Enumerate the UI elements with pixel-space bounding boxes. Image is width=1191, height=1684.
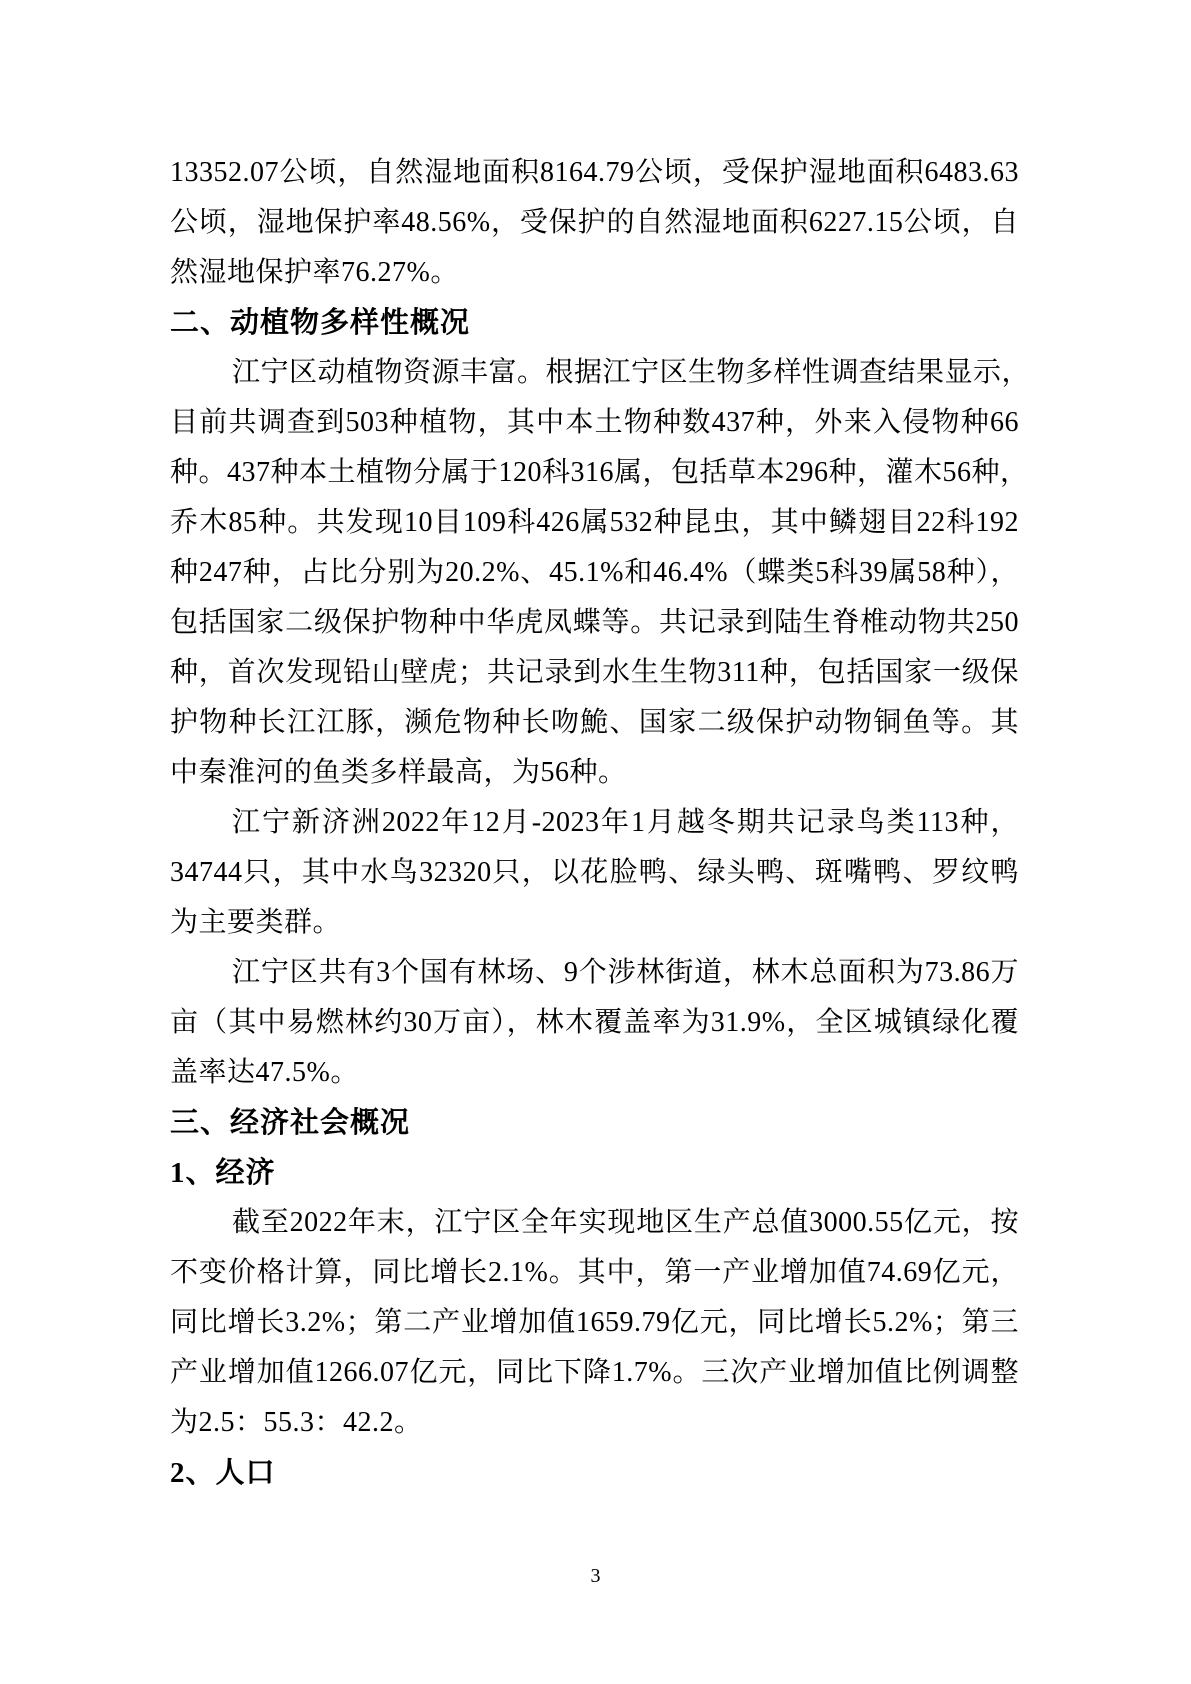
text-line: 中秦淮河的鱼类多样最高，为56种。: [170, 757, 627, 788]
text-line: 种。437种本土植物分属于120科316属，包括草本296种，灌木56种，: [170, 457, 1029, 488]
page-number: 3: [590, 1565, 601, 1587]
text-line: 然湿地保护率76.27%。: [170, 257, 459, 288]
text-line: 同比增长3.2%；第二产业增加值1659.79亿元，同比增长5.2%；第三: [170, 1307, 1019, 1338]
text-line: 不变价格计算，同比增长2.1%。其中，第一产业增加值74.69亿元，: [170, 1257, 1019, 1288]
text-line: 为2.5：55.3：42.2。: [170, 1407, 423, 1438]
text-line: 截至2022年末，江宁区全年实现地区生产总值3000.55亿元，按: [232, 1207, 1019, 1238]
text-line: 乔木85种。共发现10目109科426属532种昆虫，其中鳞翅目22科192: [170, 507, 1019, 538]
text-line: 江宁新济洲2022年12月-2023年1月越冬期共记录鸟类113种，: [232, 807, 1019, 838]
section-heading: 二、动植物多样性概况: [170, 307, 471, 339]
text-line: 种247种，占比分别为20.2%、45.1%和46.4%（蝶类5科39属58种），: [170, 557, 1019, 588]
document-body: [170, 148, 1031, 1498]
text-line: 公顷，湿地保护率48.56%，受保护的自然湿地面积6227.15公顷，自: [170, 207, 1019, 238]
text-line: 13352.07公顷，自然湿地面积8164.79公顷，受保护湿地面积6483.63: [170, 157, 1019, 188]
text-line: 护物种长江江豚，濒危物种长吻鮠、国家二级保护动物铜鱼等。其: [170, 707, 1019, 738]
section-heading: 三、经济社会概况: [170, 1107, 411, 1139]
text-line: 包括国家二级保护物种中华虎凤蝶等。共记录到陆生脊椎动物共250: [170, 607, 1019, 638]
text-line: 目前共调查到503种植物，其中本土物种数437种，外来入侵物种66: [170, 407, 1019, 438]
text-line: 亩（其中易燃林约30万亩），林木覆盖率为31.9%，全区城镇绿化覆: [170, 1007, 1019, 1038]
section-heading: 1、经济: [170, 1157, 276, 1189]
text-line: 盖率达47.5%。: [170, 1057, 359, 1088]
text-line: 江宁区动植物资源丰富。根据江宁区生物多样性调查结果显示，: [232, 357, 1031, 388]
text-line: 34744只，其中水鸟32320只，以花脸鸭、绿头鸭、斑嘴鸭、罗纹鸭: [170, 857, 1019, 888]
section-heading: 2、人口: [170, 1457, 276, 1489]
text-line: 江宁区共有3个国有林场、9个涉林街道，林木总面积为73.86万: [232, 957, 1019, 988]
text-line: 为主要类群。: [170, 907, 342, 938]
text-line: 种，首次发现铅山壁虎；共记录到水生生物311种，包括国家一级保: [170, 657, 1019, 688]
text-line: 产业增加值1266.07亿元，同比下降1.7%。三次产业增加值比例调整: [170, 1357, 1019, 1388]
